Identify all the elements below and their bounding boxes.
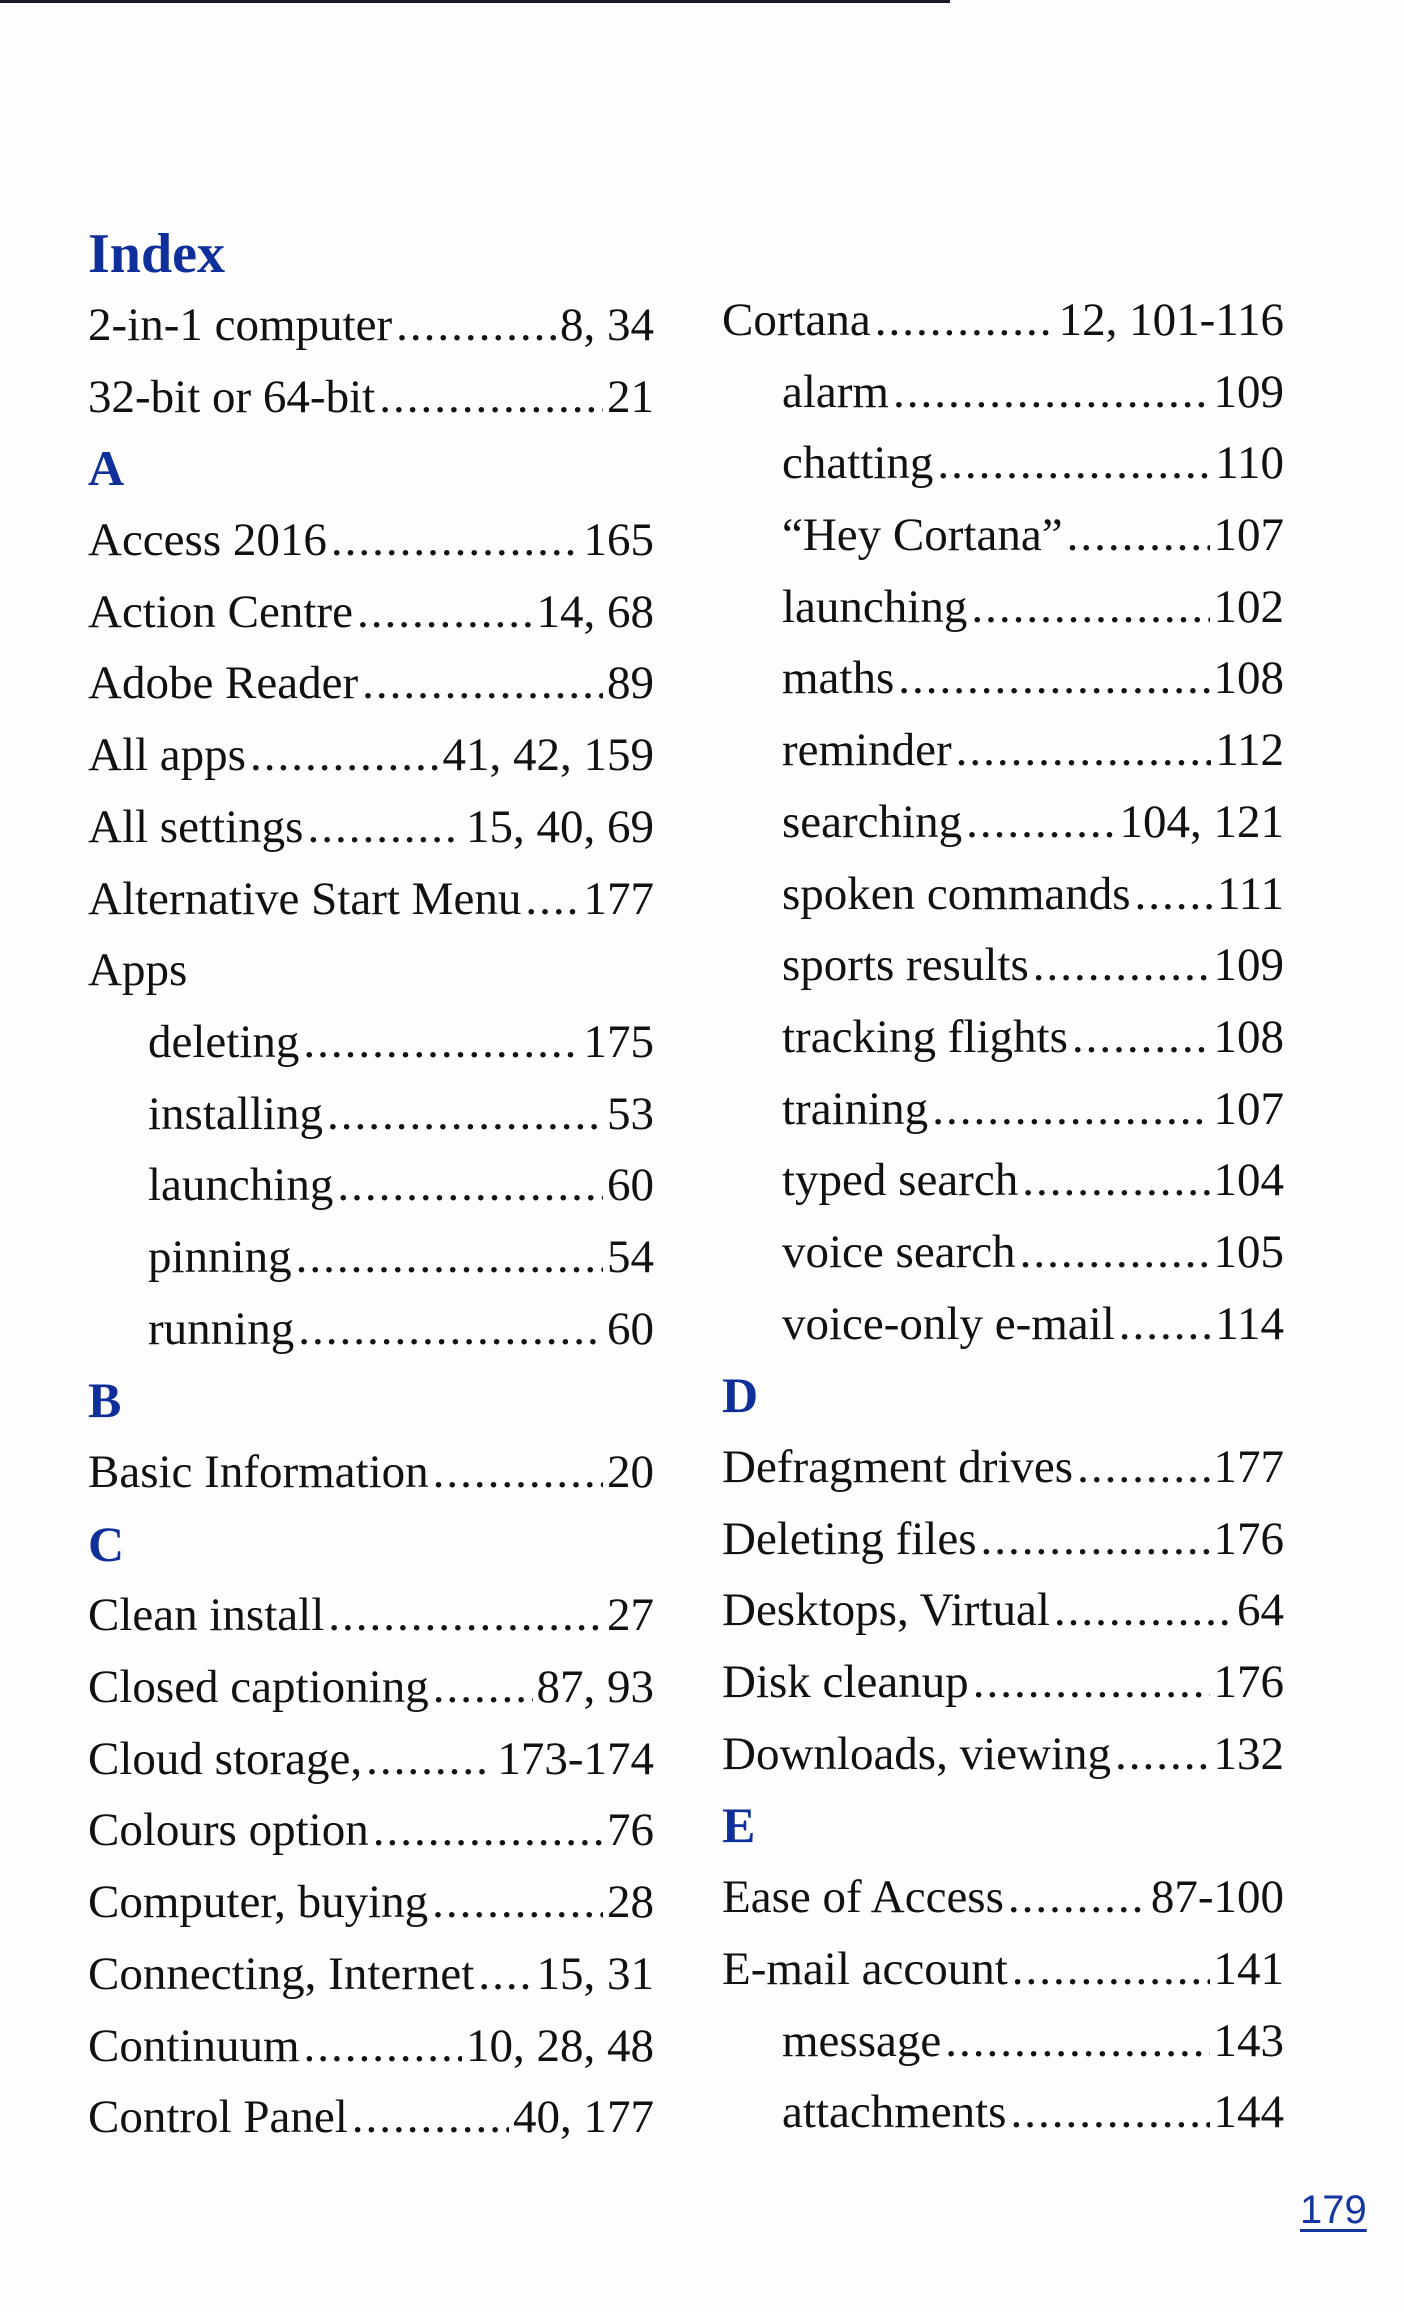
entry-label: All apps: [88, 729, 246, 782]
entry-pages: 141: [1213, 1942, 1284, 1995]
dot-leader: [433, 1437, 603, 1509]
entry-label: Access 2016: [88, 514, 327, 567]
entry-pages: 114: [1215, 1297, 1284, 1350]
entry-pages: 20: [607, 1446, 654, 1498]
index-entry: [88, 1437, 654, 1509]
entry-pages: 60: [607, 1302, 654, 1355]
dot-leader: [1033, 930, 1210, 1002]
index-entry: [88, 1724, 654, 1796]
index-column-left: [88, 290, 654, 2154]
dot-leader: [304, 2011, 462, 2083]
entry-pages: 8, 34: [560, 299, 654, 351]
index-entry: [88, 720, 654, 792]
dot-leader: [1067, 500, 1210, 572]
index-entry: [722, 1647, 1284, 1719]
entry-pages: 177: [1213, 1441, 1284, 1493]
index-entry: [722, 1862, 1284, 1934]
index-subentry: [722, 2006, 1284, 2078]
entry-label: Deleting files: [722, 1512, 977, 1565]
index-subentry: [722, 1289, 1284, 1361]
index-entry: [88, 290, 654, 362]
entry-label: Downloads, viewing: [722, 1727, 1112, 1780]
index-subentry: [722, 1074, 1284, 1146]
index-entry: [722, 1504, 1284, 1576]
entry-label: running: [148, 1302, 295, 1355]
entry-label: voice-only e-mail: [782, 1297, 1115, 1350]
entry-label: Cloud storage,: [88, 1732, 363, 1785]
entry-pages: 41, 42, 159: [442, 729, 654, 782]
dot-leader: [1022, 1145, 1209, 1217]
entry-pages: 177: [583, 872, 654, 925]
entry-pages: 108: [1213, 1010, 1284, 1063]
dot-leader: [1115, 1719, 1209, 1791]
entry-pages: 165: [583, 514, 654, 567]
dot-leader: [337, 1150, 603, 1222]
page-top-edge: [0, 0, 950, 3]
entry-pages: 28: [607, 1876, 654, 1929]
entry-pages: 110: [1215, 437, 1284, 490]
index-subentry: [722, 1002, 1284, 1074]
dot-leader: [875, 285, 1055, 357]
entry-label: attachments: [782, 2086, 1007, 2139]
index-entry: [722, 1719, 1284, 1791]
index-subentry: [88, 1150, 654, 1222]
entry-pages: 64: [1237, 1584, 1284, 1637]
dot-leader: [432, 1867, 603, 1939]
entry-pages: 40, 177: [513, 2091, 654, 2144]
index-subentry: [722, 859, 1284, 931]
index-entry: [88, 1652, 654, 1724]
entry-pages: 108: [1213, 652, 1284, 705]
index-subentry: [722, 1145, 1284, 1217]
dot-leader: [966, 787, 1115, 859]
index-subentry: [722, 2077, 1284, 2149]
dot-leader: [981, 1504, 1210, 1576]
entry-label: deleting: [148, 1015, 300, 1068]
dot-leader: [379, 362, 603, 434]
entry-label: Basic Information: [88, 1446, 429, 1498]
dot-leader: [937, 428, 1211, 500]
entry-label: Connecting, Internet: [88, 1947, 475, 2000]
dot-leader: [932, 1074, 1209, 1146]
index-entry: [722, 1432, 1284, 1504]
entry-pages: 109: [1213, 365, 1284, 418]
entry-pages: 104: [1213, 1154, 1284, 1207]
dot-leader: [357, 577, 533, 649]
dot-leader: [433, 1652, 533, 1724]
entry-pages: 10, 28, 48: [466, 2019, 654, 2072]
index-entry: [88, 935, 654, 1007]
index-title: Index: [88, 223, 225, 285]
entry-label: Desktops, Virtual: [722, 1584, 1050, 1637]
entry-pages: 105: [1213, 1225, 1284, 1278]
dot-leader: [307, 792, 462, 864]
index-subentry: [722, 428, 1284, 500]
index-subentry: [722, 643, 1284, 715]
dot-leader: [328, 1580, 603, 1652]
entry-pages: 87-100: [1150, 1871, 1284, 1924]
entry-label: reminder: [782, 724, 952, 777]
entry-pages: 53: [607, 1087, 654, 1140]
section-letter: D: [722, 1367, 759, 1424]
dot-leader: [893, 357, 1210, 429]
entry-label: sports results: [782, 939, 1029, 992]
dot-leader: [373, 1795, 603, 1867]
section-letter: A: [88, 440, 125, 497]
index-entry: [88, 577, 654, 649]
dot-leader: [478, 1939, 532, 2011]
index-subentry: [722, 787, 1284, 859]
dot-leader: [971, 572, 1209, 644]
entry-label: Closed captioning: [88, 1661, 429, 1714]
section-letter: E: [722, 1797, 756, 1854]
entry-label: 32-bit or 64-bit: [88, 370, 376, 423]
entry-pages: 104, 121: [1119, 795, 1284, 848]
entry-label: spoken commands: [782, 867, 1131, 920]
dot-leader: [331, 505, 580, 577]
index-entry: [88, 362, 654, 434]
entry-label: Cortana: [722, 294, 871, 346]
dot-leader: [1119, 1289, 1211, 1361]
index-entry: [88, 1939, 654, 2011]
entry-pages: 143: [1213, 2014, 1284, 2067]
dot-leader: [296, 1222, 603, 1294]
entry-label: voice search: [782, 1225, 1016, 1278]
entry-pages: 21: [607, 370, 654, 423]
index-subentry: [722, 500, 1284, 572]
section-letter: C: [88, 1515, 125, 1572]
index-subentry: [88, 1294, 654, 1366]
entry-label: 2-in-1 computer: [88, 299, 393, 351]
entry-label: Action Centre: [88, 585, 353, 638]
index-entry: [88, 792, 654, 864]
entry-label: alarm: [782, 365, 889, 418]
index-entry: [722, 1575, 1284, 1647]
entry-label: typed search: [782, 1154, 1019, 1207]
entry-label: Control Panel: [88, 2091, 348, 2144]
entry-label: Colours option: [88, 1804, 369, 1857]
dot-leader: [250, 720, 439, 792]
entry-label: training: [782, 1082, 929, 1135]
entry-label: E-mail account: [722, 1942, 1008, 1995]
dot-leader: [1012, 1934, 1210, 2006]
index-entry: [88, 1867, 654, 1939]
dot-leader: [362, 648, 603, 720]
dot-leader: [898, 643, 1209, 715]
entry-pages: 87, 93: [536, 1661, 654, 1714]
entry-pages: 111: [1216, 867, 1284, 920]
entry-pages: 102: [1213, 580, 1284, 633]
page-number: 179: [1300, 2188, 1367, 2232]
dot-leader: [1072, 1002, 1210, 1074]
entry-pages: 15, 31: [536, 1947, 654, 2000]
entry-pages: 14, 68: [536, 585, 654, 638]
index-entry: [88, 2082, 654, 2154]
dot-leader: [973, 1647, 1210, 1719]
section-letter: B: [88, 1372, 122, 1429]
index-subentry: [722, 930, 1284, 1002]
entry-label: Continuum: [88, 2019, 300, 2072]
dot-leader: [298, 1294, 603, 1366]
entry-pages: 76: [607, 1804, 654, 1857]
entry-pages: 144: [1213, 2086, 1284, 2139]
index-entry: [88, 505, 654, 577]
entry-pages: 12, 101-116: [1058, 294, 1284, 346]
dot-leader: [1054, 1575, 1233, 1647]
entry-label: chatting: [782, 437, 934, 490]
entry-pages: 15, 40, 69: [466, 800, 654, 853]
dot-leader: [396, 290, 556, 362]
dot-leader: [1135, 859, 1213, 931]
dot-leader: [366, 1724, 493, 1796]
index-subentry: [722, 357, 1284, 429]
entry-label: pinning: [148, 1230, 292, 1283]
entry-pages: 107: [1213, 1082, 1284, 1135]
index-entry: [88, 1580, 654, 1652]
entry-label: Apps: [88, 944, 188, 997]
entry-label: “Hey Cortana”: [782, 509, 1063, 562]
dot-leader: [1020, 1217, 1210, 1289]
entry-pages: 175: [583, 1015, 654, 1068]
index-entry: [722, 1934, 1284, 2006]
entry-pages: 173-174: [497, 1732, 654, 1785]
entry-pages: 60: [607, 1159, 654, 1212]
entry-label: maths: [782, 652, 895, 705]
index-entry: [88, 2011, 654, 2083]
index-subentry: [722, 572, 1284, 644]
dot-leader: [525, 864, 579, 936]
entry-label: launching: [782, 580, 968, 633]
dot-leader: [1077, 1432, 1209, 1504]
entry-pages: 54: [607, 1230, 654, 1283]
dot-leader: [1008, 1862, 1147, 1934]
dot-leader: [956, 715, 1212, 787]
entry-label: installing: [148, 1087, 323, 1140]
entry-pages: 112: [1215, 724, 1284, 777]
dot-leader: [1010, 2077, 1209, 2149]
index-subentry: [722, 1217, 1284, 1289]
entry-label: message: [782, 2014, 942, 2067]
index-entry: [88, 1795, 654, 1867]
entry-label: Defragment drives: [722, 1441, 1074, 1493]
index-entry: [722, 285, 1284, 357]
index-subentry: [88, 1222, 654, 1294]
dot-leader: [945, 2006, 1209, 2078]
entry-label: Adobe Reader: [88, 657, 359, 710]
entry-pages: 176: [1213, 1512, 1284, 1565]
entry-label: Disk cleanup: [722, 1656, 969, 1709]
entry-label: launching: [148, 1159, 334, 1212]
dot-leader: [327, 1079, 603, 1151]
entry-label: searching: [782, 795, 963, 848]
entry-label: All settings: [88, 800, 304, 853]
entry-pages: 132: [1213, 1727, 1284, 1780]
dot-leader: [303, 1007, 579, 1079]
entry-label: Computer, buying: [88, 1876, 429, 1929]
index-subentry: [88, 1007, 654, 1079]
index-entry: [88, 648, 654, 720]
entry-pages: 27: [607, 1589, 654, 1642]
entry-label: tracking flights: [782, 1010, 1068, 1063]
index-subentry: [88, 1079, 654, 1151]
entry-pages: 107: [1213, 509, 1284, 562]
entry-pages: 109: [1213, 939, 1284, 992]
index-entry: [88, 864, 654, 936]
entry-label: Alternative Start Menu: [88, 872, 522, 925]
entry-pages: 176: [1213, 1656, 1284, 1709]
entry-label: Clean install: [88, 1589, 325, 1642]
index-column-right: [722, 285, 1284, 2149]
index-subentry: [722, 715, 1284, 787]
dot-leader: [352, 2082, 509, 2154]
entry-pages: 89: [607, 657, 654, 710]
entry-label: Ease of Access: [722, 1871, 1004, 1924]
